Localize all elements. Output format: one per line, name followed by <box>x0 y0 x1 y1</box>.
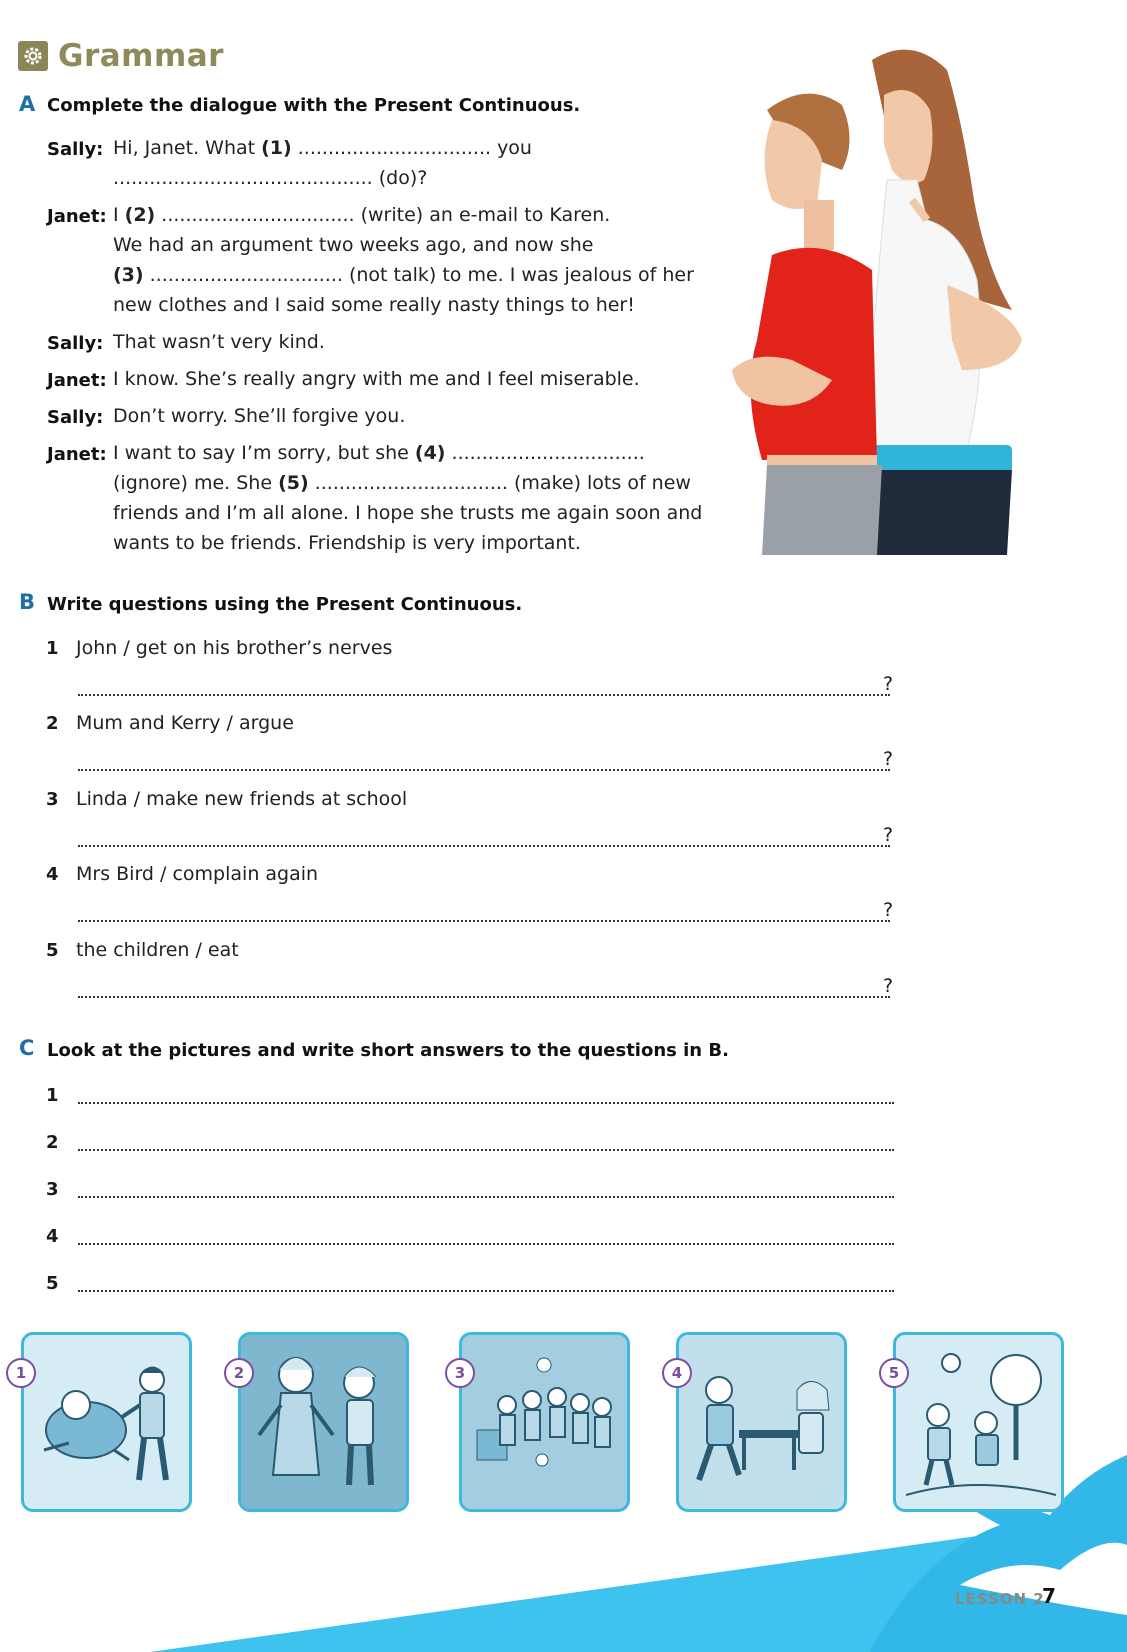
question-mark: ? <box>883 824 894 846</box>
speaker-label: Sally: <box>47 139 104 160</box>
speaker-label: Janet: <box>47 444 107 465</box>
gap-field[interactable]: ................................ you <box>291 137 532 159</box>
dialogue-line: (ignore) me. She (5) ................................ (make) lots of new <box>113 472 691 494</box>
answer-line[interactable] <box>78 692 890 696</box>
fighting-brothers-illustration <box>24 1335 189 1509</box>
page-number: 7 <box>1042 1584 1056 1608</box>
dialogue-line[interactable]: ........................................... (do)? <box>113 167 428 189</box>
dialogue-line: wants to be friends. Friendship is very important. <box>113 532 581 554</box>
picture-number-badge: 4 <box>662 1358 692 1388</box>
question-mark: ? <box>883 673 894 695</box>
dialogue-line: That wasn’t very kind. <box>113 331 325 353</box>
gap-number: (4) <box>414 442 446 464</box>
girls-photo <box>712 40 1072 555</box>
section-c-letter: C <box>19 1036 35 1060</box>
section-a-letter: A <box>19 92 36 116</box>
children-park-illustration <box>896 1335 1061 1509</box>
section-b-letter: B <box>19 590 36 614</box>
picture-1 <box>21 1332 192 1512</box>
gap-field[interactable]: ................................ <box>445 442 645 464</box>
page-title-block <box>18 38 224 74</box>
question-prompt: Mum and Kerry / argue <box>76 712 294 734</box>
answer-number: 1 <box>46 1085 59 1106</box>
playground-kids-illustration <box>462 1335 627 1509</box>
picture-2 <box>238 1332 409 1512</box>
answer-line[interactable] <box>78 1194 894 1198</box>
dialogue-line: new clothes and I said some really nasty things to her! <box>113 294 635 316</box>
picture-number-badge: 1 <box>6 1358 36 1388</box>
question-prompt: John / get on his brother’s nerves <box>76 637 393 659</box>
picture-4 <box>676 1332 847 1512</box>
question-mark: ? <box>883 899 894 921</box>
dialogue-line: I (2) ................................ (write) an e-mail to Karen. <box>113 204 611 226</box>
dialogue-line: Don’t worry. She’ll forgive you. <box>113 405 406 427</box>
answer-number: 2 <box>46 1132 59 1153</box>
answer-line[interactable] <box>78 1147 894 1151</box>
question-mark: ? <box>883 975 894 997</box>
dialogue-line: friends and I’m all alone. I hope she trusts me again soon and <box>113 502 703 524</box>
picture-number-badge: 2 <box>224 1358 254 1388</box>
answer-line[interactable] <box>78 843 890 847</box>
question-number: 1 <box>46 638 59 659</box>
picture-3 <box>459 1332 630 1512</box>
answer-line[interactable] <box>78 1288 894 1292</box>
question-number: 3 <box>46 789 59 810</box>
page-title: Grammar <box>58 38 224 74</box>
speaker-label: Janet: <box>47 206 107 227</box>
question-mark: ? <box>883 748 894 770</box>
section-a-instruction: Complete the dialogue with the Present Continuous. <box>47 95 581 116</box>
section-c-instruction: Look at the pictures and write short answers to the questions in B. <box>47 1040 729 1061</box>
gap-number: (1) <box>261 137 292 159</box>
dialogue-line: I want to say I’m sorry, but she (4) ................................ <box>113 442 645 464</box>
gear-icon <box>18 41 48 71</box>
question-prompt: Mrs Bird / complain again <box>76 863 319 885</box>
question-prompt: the children / eat <box>76 939 239 961</box>
mrs-bird-table-illustration <box>679 1335 844 1509</box>
answer-line[interactable] <box>78 918 890 922</box>
dialogue-line: Hi, Janet. What (1) ................................ you <box>113 137 532 159</box>
answer-number: 5 <box>46 1273 59 1294</box>
speaker-label: Sally: <box>47 407 104 428</box>
mum-and-kerry-illustration <box>241 1335 406 1509</box>
question-number: 5 <box>46 940 59 961</box>
question-number: 4 <box>46 864 59 885</box>
gap-number: (3) <box>113 264 144 286</box>
picture-number-badge: 3 <box>445 1358 475 1388</box>
answer-line[interactable] <box>78 994 890 998</box>
answer-number: 4 <box>46 1226 59 1247</box>
gap-number: (5) <box>278 472 309 494</box>
picture-number-badge: 5 <box>879 1358 909 1388</box>
gap-field[interactable]: ................................ (make) lots of new <box>308 472 691 494</box>
speaker-label: Sally: <box>47 333 104 354</box>
lesson-label: LESSON 2 <box>955 1590 1045 1608</box>
gap-number: (2) <box>124 204 156 226</box>
question-number: 2 <box>46 713 59 734</box>
dialogue-line: I know. She’s really angry with me and I feel miserable. <box>113 368 640 390</box>
answer-number: 3 <box>46 1179 59 1200</box>
dialogue-line: We had an argument two weeks ago, and now she <box>113 234 594 256</box>
gap-field[interactable]: ................................ (write) an e-mail to Karen. <box>155 204 611 226</box>
dialogue-line <box>113 260 694 290</box>
answer-line[interactable] <box>78 1100 894 1104</box>
speaker-label: Janet: <box>47 370 107 391</box>
answer-line[interactable] <box>78 767 890 771</box>
section-b-instruction: Write questions using the Present Continuous. <box>47 594 523 615</box>
question-prompt: Linda / make new friends at school <box>76 788 408 810</box>
gap-field[interactable]: ................................ (not talk) to me. I was jealous of her <box>143 264 694 286</box>
picture-5 <box>893 1332 1064 1512</box>
answer-line[interactable] <box>78 1241 894 1245</box>
